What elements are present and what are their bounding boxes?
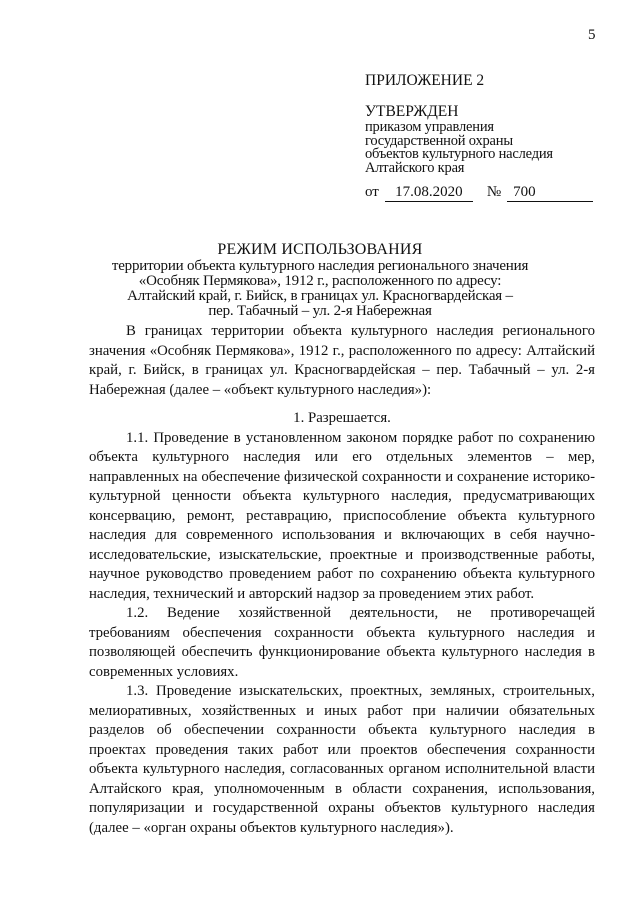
order-date-row bbox=[365, 183, 615, 202]
intro-paragraph: В границах территории объекта культурного наследия регионального значения «Особняк Пермякова», 1912 г., расположенного по адресу: Алтайский край, г. Бийск, в границах ул. Красногвардейская – пер. Табачный – ул. 2-я Набережная (далее – «объект культурного наследия»): bbox=[89, 323, 595, 398]
title-line: пер. Табачный – ул. 2-я Набережная bbox=[208, 303, 432, 319]
date-label: от bbox=[365, 184, 379, 200]
page-number: 5 bbox=[588, 27, 596, 43]
approval-stamp bbox=[365, 72, 615, 202]
section-item: 1.2. Ведение хозяйственной деятельности, не противоречащей требованиям обеспечения сохранности объекта культурного наследия и позволяющей обеспечить функционирование объекта культурного наследия в современных условиях. bbox=[89, 605, 595, 680]
approved-label: УТВЕРЖДЕН bbox=[365, 103, 459, 120]
document-title bbox=[80, 241, 560, 319]
title-line: территории объекта культурного наследия регионального значения bbox=[111, 258, 529, 274]
order-line: приказом управления bbox=[365, 119, 494, 135]
section-item: 1.1. Проведение в установленном законом порядке работ по сохранению объекта культурного наследия или его отдельных элементов – мер, направленных на обеспечение физической сохранности и сохранение историко-культурной ценности объекта культурного наследия, предусматривающих консервацию, ремонт, реставрацию, приспособление объекта культурного наследия для современного использования и включающих в себя научно-исследовательские, изыскательские, проектные и производственные работы, научное руководство проведением работ по сохранению объекта культурного наследия, технический и авторский надзор за проведением этих работ. bbox=[89, 429, 595, 602]
section-item: 1.3. Проведение изыскательских, проектных, земляных, строительных, мелиоративных, хозяйственных и иных работ при наличии обязательных разделов об обеспечении сохранности объекта культурного наследия в проектах проведения таких работ или проектов обеспечения сохранности объекта культурного наследия, согласованных органом исполнительной власти Алтайского края, уполномоченным в области сохранения, использования, популяризации и государственной охраны объектов культурного наследия (далее – «орган охраны объектов культурного наследия»). bbox=[89, 683, 595, 836]
order-line: государственной охраны bbox=[365, 132, 513, 149]
appendix-label: ПРИЛОЖЕНИЕ 2 bbox=[365, 72, 485, 89]
title-heading: РЕЖИМ ИСПОЛЬЗОВАНИЯ bbox=[217, 241, 423, 258]
number-value: 700 bbox=[507, 183, 593, 202]
title-line: «Особняк Пермякова», 1912 г., расположенного по адресу: bbox=[138, 273, 502, 289]
title-line: Алтайский край, г. Бийск, в границах ул. Красногвардейская – bbox=[127, 288, 513, 304]
order-line: объектов культурного наследия bbox=[365, 146, 553, 162]
section-heading: 1. Разрешается. bbox=[293, 410, 391, 426]
date-value: 17.08.2020 bbox=[385, 183, 473, 202]
document-body bbox=[89, 322, 595, 838]
number-label: № bbox=[486, 184, 502, 200]
order-line: Алтайского края bbox=[365, 159, 465, 176]
